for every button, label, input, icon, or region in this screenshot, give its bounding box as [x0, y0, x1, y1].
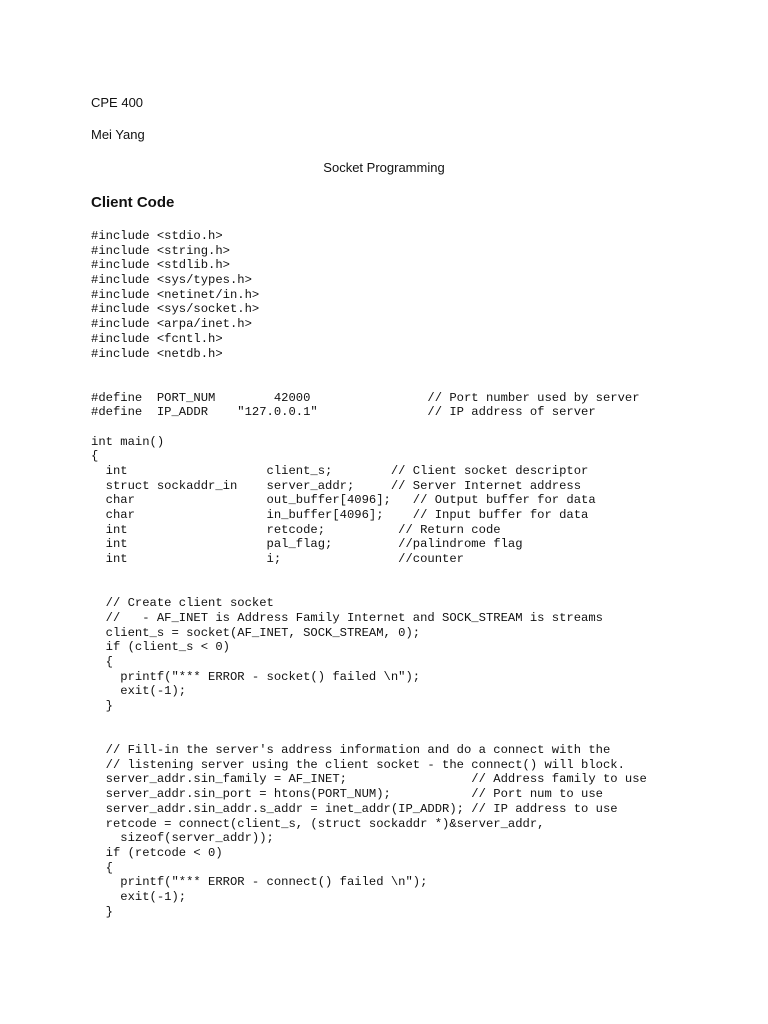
code-line: {: [91, 860, 113, 875]
code-line: #define PORT_NUM 42000 // Port number used by server: [91, 390, 640, 405]
code-line: [91, 714, 647, 729]
code-line: server_addr.sin_family = AF_INET; // Address family to use: [91, 772, 647, 787]
code-line: client_s = socket(AF_INET, SOCK_STREAM, 0);: [91, 625, 421, 640]
code-line: [91, 567, 647, 582]
code-line: char in_buffer[4096]; // Input buffer for data: [91, 508, 589, 523]
code-line: {: [91, 449, 99, 464]
code-line: #include <string.h>: [91, 243, 230, 258]
code-line: #include <arpa/inet.h>: [91, 317, 252, 332]
code-line: #include <netinet/in.h>: [91, 287, 260, 302]
code-line: [91, 582, 647, 597]
code-line: // listening server using the client socket - the connect() will block.: [91, 757, 625, 772]
code-line: // Create client socket: [91, 596, 274, 611]
code-line: printf("*** ERROR - socket() failed \n");: [91, 669, 421, 684]
code-line: #include <stdlib.h>: [91, 258, 230, 273]
code-line: if (client_s < 0): [91, 640, 230, 655]
code-line: #include <sys/socket.h>: [91, 302, 260, 317]
code-line: #include <fcntl.h>: [91, 331, 223, 346]
code-line: char out_buffer[4096]; // Output buffer for data: [91, 493, 596, 508]
code-line: [91, 420, 647, 435]
code-line: sizeof(server_addr));: [91, 831, 274, 846]
section-heading: Client Code: [91, 194, 175, 211]
code-line: int main(): [91, 434, 165, 449]
document-title: Socket Programming: [323, 160, 445, 175]
code-line: int retcode; // Return code: [91, 522, 501, 537]
code-line: exit(-1);: [91, 684, 187, 699]
code-line: exit(-1);: [91, 889, 187, 904]
code-line: [91, 361, 647, 376]
code-line: #include <netdb.h>: [91, 346, 223, 361]
code-line: retcode = connect(client_s, (struct sockaddr *)&server_addr,: [91, 816, 545, 831]
code-line: // - AF_INET is Address Family Internet and SOCK_STREAM is streams: [91, 610, 603, 625]
code-line: printf("*** ERROR - connect() failed \n");: [91, 875, 428, 890]
code-line: {: [91, 654, 113, 669]
code-line: }: [91, 904, 113, 919]
code-line: #include <stdio.h>: [91, 229, 223, 243]
code-line: [91, 728, 647, 743]
code-line: [91, 376, 647, 391]
course-code: CPE 400: [91, 95, 144, 110]
code-line: // Fill-in the server's address information and do a connect with the: [91, 743, 611, 758]
code-line: int client_s; // Client socket descriptor: [91, 464, 589, 478]
code-block: [91, 229, 647, 919]
code-line: struct sockaddr_in server_addr; // Server Internet address: [91, 478, 582, 493]
code-line: server_addr.sin_port = htons(PORT_NUM); // Port num to use: [91, 787, 603, 802]
code-line: #define IP_ADDR "127.0.0.1" // IP address of server: [91, 405, 596, 420]
code-line: }: [91, 699, 113, 713]
code-line: #include <sys/types.h>: [91, 273, 252, 288]
code-line: int i; //counter: [91, 552, 464, 567]
code-line: server_addr.sin_addr.s_addr = inet_addr(IP_ADDR); // IP address to use: [91, 801, 618, 816]
author-name: Mei Yang: [91, 127, 145, 142]
code-line: int pal_flag; //palindrome flag: [91, 537, 523, 552]
code-line: if (retcode < 0): [91, 845, 223, 860]
